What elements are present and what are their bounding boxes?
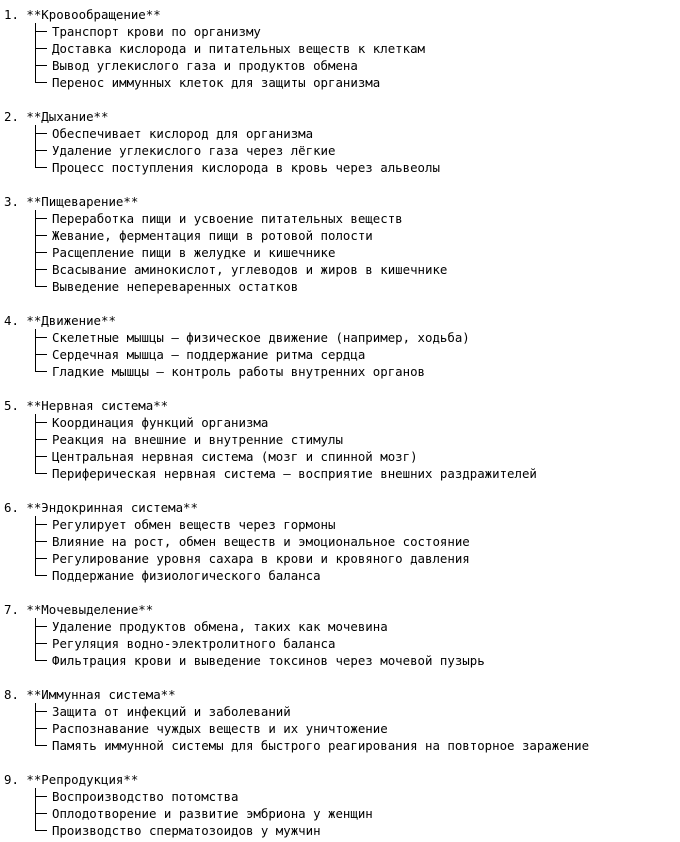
list-item-text: Процесс поступления кислорода в кровь через альвеолы (52, 160, 440, 175)
outline-section (4, 499, 680, 584)
section-heading (4, 686, 680, 703)
list-item-text: Переработка пищи и усвоение питательных веществ (52, 211, 403, 226)
list-item-text: Удаление углекислого газа через лёгкие (52, 143, 336, 158)
section-number: 4. (4, 313, 19, 328)
list-item-text: Производство сперматозоидов у мужчин (52, 823, 321, 838)
outline-section (4, 6, 680, 91)
list-item-text: Удаление продуктов обмена, таких как мочевина (52, 619, 388, 634)
list-item-text: Сердечная мышца — поддержание ритма сердца (52, 347, 366, 362)
list-item (4, 125, 680, 142)
list-item (4, 261, 680, 278)
section-number: 9. (4, 772, 19, 787)
tree-branch-icon (35, 57, 49, 74)
section-spacer (4, 584, 680, 601)
section-number: 8. (4, 687, 19, 702)
list-item (4, 346, 680, 363)
list-item (4, 652, 680, 669)
section-heading (4, 193, 680, 210)
section-number: 3. (4, 194, 19, 209)
list-item (4, 516, 680, 533)
section-title: **Нервная система** (26, 398, 169, 413)
list-item-text: Жевание, ферментация пищи в ротовой полости (52, 228, 373, 243)
section-number: 6. (4, 500, 19, 515)
list-item-text: Влияние на рост, обмен веществ и эмоциональное состояние (52, 534, 470, 549)
outline-section (4, 771, 680, 839)
tree-branch-icon (35, 516, 49, 533)
list-item (4, 448, 680, 465)
section-items (4, 618, 680, 669)
list-item-text: Доставка кислорода и питательных веществ к клеткам (52, 41, 425, 56)
list-item (4, 788, 680, 805)
list-item-text: Поддержание физиологического баланса (52, 568, 321, 583)
tree-branch-icon (35, 142, 49, 159)
list-item (4, 40, 680, 57)
list-item (4, 703, 680, 720)
list-item-text: Оплодотворение и развитие эмбриона у женщин (52, 806, 373, 821)
section-title: **Репродукция** (26, 772, 139, 787)
tree-branch-icon (35, 703, 49, 720)
tree-branch-icon (35, 737, 49, 754)
section-title: **Дыхание** (26, 109, 109, 124)
tree-branch-icon (35, 125, 49, 142)
list-item-text: Координация функций организма (52, 415, 269, 430)
list-item-text: Фильтрация крови и выведение токсинов через мочевой пузырь (52, 653, 485, 668)
section-spacer (4, 91, 680, 108)
tree-branch-icon (35, 431, 49, 448)
section-title: **Эндокринная система** (26, 500, 198, 515)
tree-branch-icon (35, 720, 49, 737)
list-item (4, 618, 680, 635)
section-items (4, 23, 680, 91)
section-spacer (4, 754, 680, 771)
section-number: 2. (4, 109, 19, 124)
list-item-text: Скелетные мышцы — физическое движение (например, ходьба) (52, 330, 470, 345)
list-item (4, 227, 680, 244)
tree-branch-icon (35, 23, 49, 40)
list-item (4, 822, 680, 839)
list-item-text: Расщепление пищи в желудке и кишечнике (52, 245, 336, 260)
list-item (4, 159, 680, 176)
tree-branch-icon (35, 567, 49, 584)
list-item (4, 414, 680, 431)
list-item-text: Перенос иммунных клеток для защиты организма (52, 75, 381, 90)
section-items (4, 125, 680, 176)
tree-branch-icon (35, 533, 49, 550)
list-item-text: Выведение непереваренных остатков (52, 279, 299, 294)
section-heading (4, 601, 680, 618)
tree-branch-icon (35, 159, 49, 176)
list-item-text: Регулирует обмен веществ через гормоны (52, 517, 336, 532)
list-item-text: Обеспечивает кислород для организма (52, 126, 314, 141)
tree-branch-icon (35, 448, 49, 465)
section-spacer (4, 380, 680, 397)
list-item-text: Реакция на внешние и внутренние стимулы (52, 432, 343, 447)
list-item (4, 23, 680, 40)
list-item-text: Вывод углекислого газа и продуктов обмена (52, 58, 358, 73)
section-items (4, 414, 680, 482)
list-item-text: Транспорт крови по организму (52, 24, 261, 39)
section-heading (4, 312, 680, 329)
section-items (4, 703, 680, 754)
section-items (4, 516, 680, 584)
section-title: **Мочевыделение** (26, 602, 154, 617)
section-title: **Движение** (26, 313, 116, 328)
tree-branch-icon (35, 210, 49, 227)
list-item (4, 720, 680, 737)
section-title: **Пищеварение** (26, 194, 139, 209)
tree-branch-icon (35, 74, 49, 91)
tree-branch-icon (35, 465, 49, 482)
tree-branch-icon (35, 550, 49, 567)
list-item-text: Память иммунной системы для быстрого реагирования на повторное заражение (52, 738, 590, 753)
list-item (4, 805, 680, 822)
list-item-text: Регуляция водно-электролитного баланса (52, 636, 336, 651)
section-heading (4, 397, 680, 414)
section-title: **Кровообращение** (26, 7, 161, 22)
outline-section (4, 397, 680, 482)
tree-branch-icon (35, 805, 49, 822)
list-item (4, 210, 680, 227)
tree-branch-icon (35, 227, 49, 244)
tree-branch-icon (35, 788, 49, 805)
list-item (4, 278, 680, 295)
section-number: 1. (4, 7, 19, 22)
tree-branch-icon (35, 618, 49, 635)
tree-branch-icon (35, 40, 49, 57)
tree-branch-icon (35, 261, 49, 278)
section-items (4, 210, 680, 295)
section-heading (4, 108, 680, 125)
list-item (4, 567, 680, 584)
list-item (4, 363, 680, 380)
list-item (4, 329, 680, 346)
list-item-text: Всасывание аминокислот, углеводов и жиров в кишечнике (52, 262, 448, 277)
list-item (4, 74, 680, 91)
section-spacer (4, 295, 680, 312)
section-items (4, 788, 680, 839)
tree-branch-icon (35, 652, 49, 669)
list-item (4, 635, 680, 652)
list-item-text: Центральная нервная система (мозг и спинной мозг) (52, 449, 418, 464)
section-title: **Иммунная система** (26, 687, 176, 702)
section-number: 5. (4, 398, 19, 413)
list-item (4, 465, 680, 482)
list-item-text: Распознавание чуждых веществ и их уничтожение (52, 721, 388, 736)
list-item (4, 142, 680, 159)
tree-branch-icon (35, 329, 49, 346)
section-spacer (4, 669, 680, 686)
list-item (4, 244, 680, 261)
tree-branch-icon (35, 346, 49, 363)
section-heading (4, 771, 680, 788)
list-item (4, 550, 680, 567)
list-item-text: Гладкие мышцы — контроль работы внутренних органов (52, 364, 425, 379)
section-items (4, 329, 680, 380)
outline-section (4, 312, 680, 380)
tree-branch-icon (35, 278, 49, 295)
list-item-text: Регулирование уровня сахара в крови и кровяного давления (52, 551, 470, 566)
tree-branch-icon (35, 363, 49, 380)
tree-branch-icon (35, 244, 49, 261)
tree-branch-icon (35, 635, 49, 652)
list-item-text: Защита от инфекций и заболеваний (52, 704, 291, 719)
section-number: 7. (4, 602, 19, 617)
outline-section (4, 193, 680, 295)
section-spacer (4, 482, 680, 499)
list-item (4, 431, 680, 448)
list-item (4, 57, 680, 74)
tree-branch-icon (35, 414, 49, 431)
section-spacer (4, 176, 680, 193)
list-item (4, 737, 680, 754)
section-heading (4, 6, 680, 23)
list-item-text: Периферическая нервная система — восприятие внешних раздражителей (52, 466, 537, 481)
section-heading (4, 499, 680, 516)
outline-section (4, 601, 680, 669)
list-item-text: Воспроизводство потомства (52, 789, 239, 804)
outline-section (4, 108, 680, 176)
outline-section (4, 686, 680, 754)
list-item (4, 533, 680, 550)
tree-branch-icon (35, 822, 49, 839)
